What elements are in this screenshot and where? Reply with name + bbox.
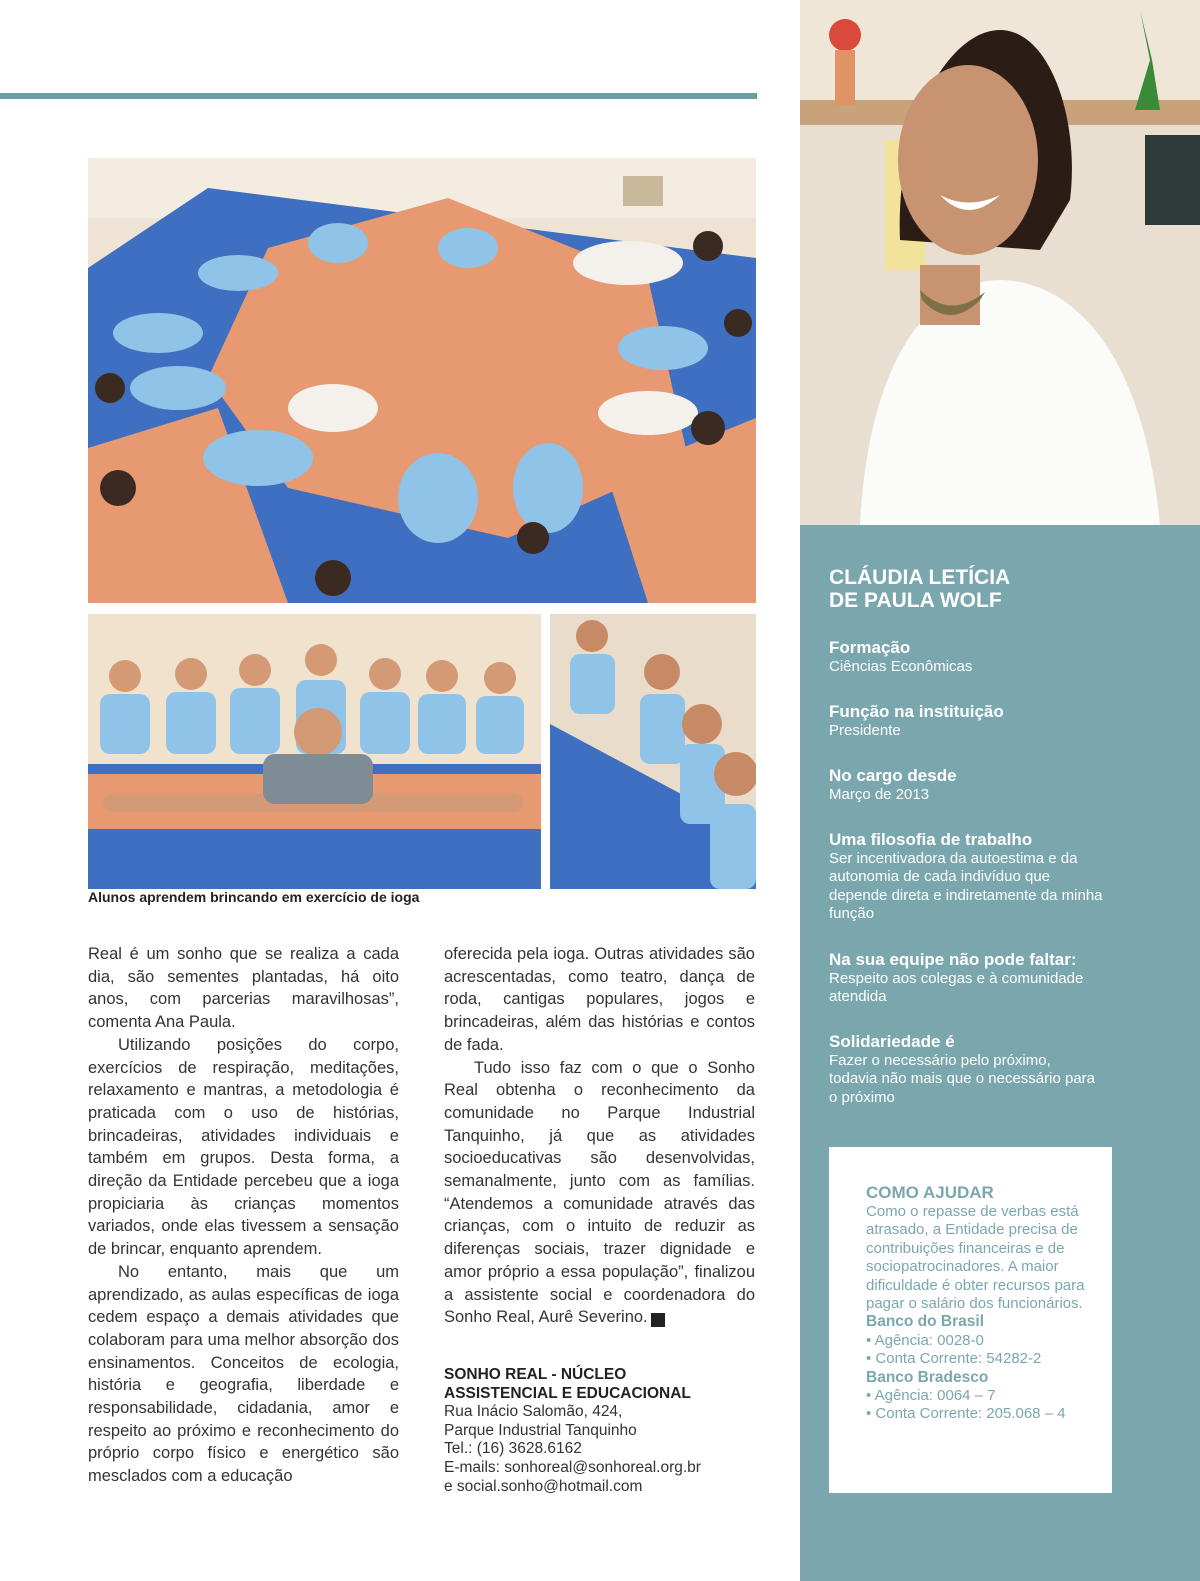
end-of-article-icon: r <box>651 1313 665 1327</box>
contact-title-line-2: ASSISTENCIAL E EDUCACIONAL <box>444 1384 691 1402</box>
field-label: No cargo desde <box>829 766 957 785</box>
contact-email-1: E-mails: sonhoreal@sonhoreal.org.br <box>444 1458 701 1476</box>
field-value: Presidente <box>829 722 901 739</box>
children-sitting-photo <box>88 614 541 889</box>
children-meditating-photo <box>550 614 756 889</box>
field-funcao <box>829 702 1129 740</box>
bank-agency: • Agência: 0028-0 <box>866 1331 984 1349</box>
help-text: Como o repasse de verbas está atrasado, a Entidade precisa de contribuições financeiras e de sociopatrocinadores. A maior dificuldade é obter recursos para pagar o salário dos funcionários. <box>866 1203 1085 1313</box>
field-formacao <box>829 638 1129 676</box>
field-value: Fazer o necessário pelo próximo, todavia não mais que o necessário para o próximo <box>829 1052 1096 1106</box>
contact-district: Parque Industrial Tanquinho <box>444 1421 637 1439</box>
article-column-2 <box>444 943 755 1329</box>
field-value: Respeito aos colegas e à comunidade atendida <box>829 970 1084 1006</box>
bank-agency: • Agência: 0064 – 7 <box>866 1387 996 1405</box>
contact-info <box>444 1366 764 1496</box>
field-label: Uma filosofia de trabalho <box>829 830 1033 849</box>
bank-name: Banco Bradesco <box>866 1368 989 1386</box>
profile-name <box>829 566 1010 612</box>
contact-email-2: e social.sonho@hotmail.com <box>444 1477 643 1495</box>
field-solidariedade <box>829 1032 1099 1107</box>
bank-account: • Conta Corrente: 205.068 – 4 <box>866 1405 1066 1423</box>
field-filosofia <box>829 830 1112 923</box>
field-cargo <box>829 766 1129 804</box>
field-value: Ser incentivadora da autoestima e da autonomia de cada indivíduo que depende direta e indiretamente da minha função <box>829 850 1103 922</box>
paragraph-with-endmark <box>444 1057 755 1329</box>
contact-title-line-1: SONHO REAL - NÚCLEO <box>444 1366 627 1383</box>
portrait-photo <box>800 0 1200 525</box>
profile-name-line-1: CLÁUDIA LETÍCIA <box>829 566 1011 589</box>
paragraph: Real é um sonho que se realiza a cada dia, são sementes plantadas, há oito anos, com parcerias maravilhosas”, comenta Ana Paula. <box>88 945 399 1032</box>
bank-name: Banco do Brasil <box>866 1313 984 1331</box>
yoga-circle-photo <box>88 158 756 603</box>
help-title: COMO AJUDAR <box>866 1183 994 1202</box>
field-label: Função na instituição <box>829 702 1004 721</box>
field-value: Ciências Econômicas <box>829 658 973 675</box>
paragraph: oferecida pela ioga. Outras atividades são acrescentadas, como teatro, dança de roda, cantigas populares, jogos e brincadeiras, além das histórias e contos de fada. <box>444 945 755 1054</box>
bank-account: • Conta Corrente: 54282-2 <box>866 1350 1042 1368</box>
paragraph: Utilizando posições do corpo, exercícios de respiração, meditações, relaxamento e mantras, a metodologia é praticada com o uso de histórias, brincadeiras, atividades individuais e também em grupos. Desta forma, a direção da Entidade percebeu que a ioga propiciaria às crianças momentos variados, onde elas tivessem a sensação de brincar, enquanto aprendem. <box>88 1035 399 1259</box>
contact-phone: Tel.: (16) 3628.6162 <box>444 1440 582 1458</box>
profile-name-line-2: DE PAULA WOLF <box>829 589 1002 612</box>
paragraph: Tudo isso faz com o que o Sonho Real obtenha o reconhecimento da comunidade no Parque Industrial Tanquinho, já que as atividades socioeducativas são desenvolvidas, semanalmente, junto com as famílias. “Atendemos a comunidade através das crianças, com o intuito de reduzir as diferenças sociais, trazer dignidade e amor próprio a essa população”, finalizou a assistente social e coordenadora do Sonho Real, Aurê Severino. <box>444 1058 755 1327</box>
top-rule <box>0 93 757 99</box>
photo-caption: Alunos aprendem brincando em exercício de ioga <box>88 889 420 905</box>
how-to-help-box <box>829 1147 1112 1493</box>
contact-address: Rua Inácio Salomão, 424, <box>444 1403 623 1421</box>
paragraph: No entanto, mais que um aprendizado, as aulas específicas de ioga cedem espaço a demais atividades que colaboram para uma melhor absorção dos ensinamentos. Conceitos de ecologia, história e geografia, liberdade e responsabilidade, cidadania, amor e respeito ao próximo e reconhecimento do próprio corpo físico e energético são mesclados com a educação <box>88 1262 399 1486</box>
field-value: Março de 2013 <box>829 786 930 803</box>
article-column-1 <box>88 943 399 1488</box>
field-label: Solidariedade é <box>829 1032 955 1051</box>
field-label: Na sua equipe não pode faltar: <box>829 950 1077 969</box>
field-label: Formação <box>829 638 911 657</box>
field-equipe <box>829 950 1129 1007</box>
